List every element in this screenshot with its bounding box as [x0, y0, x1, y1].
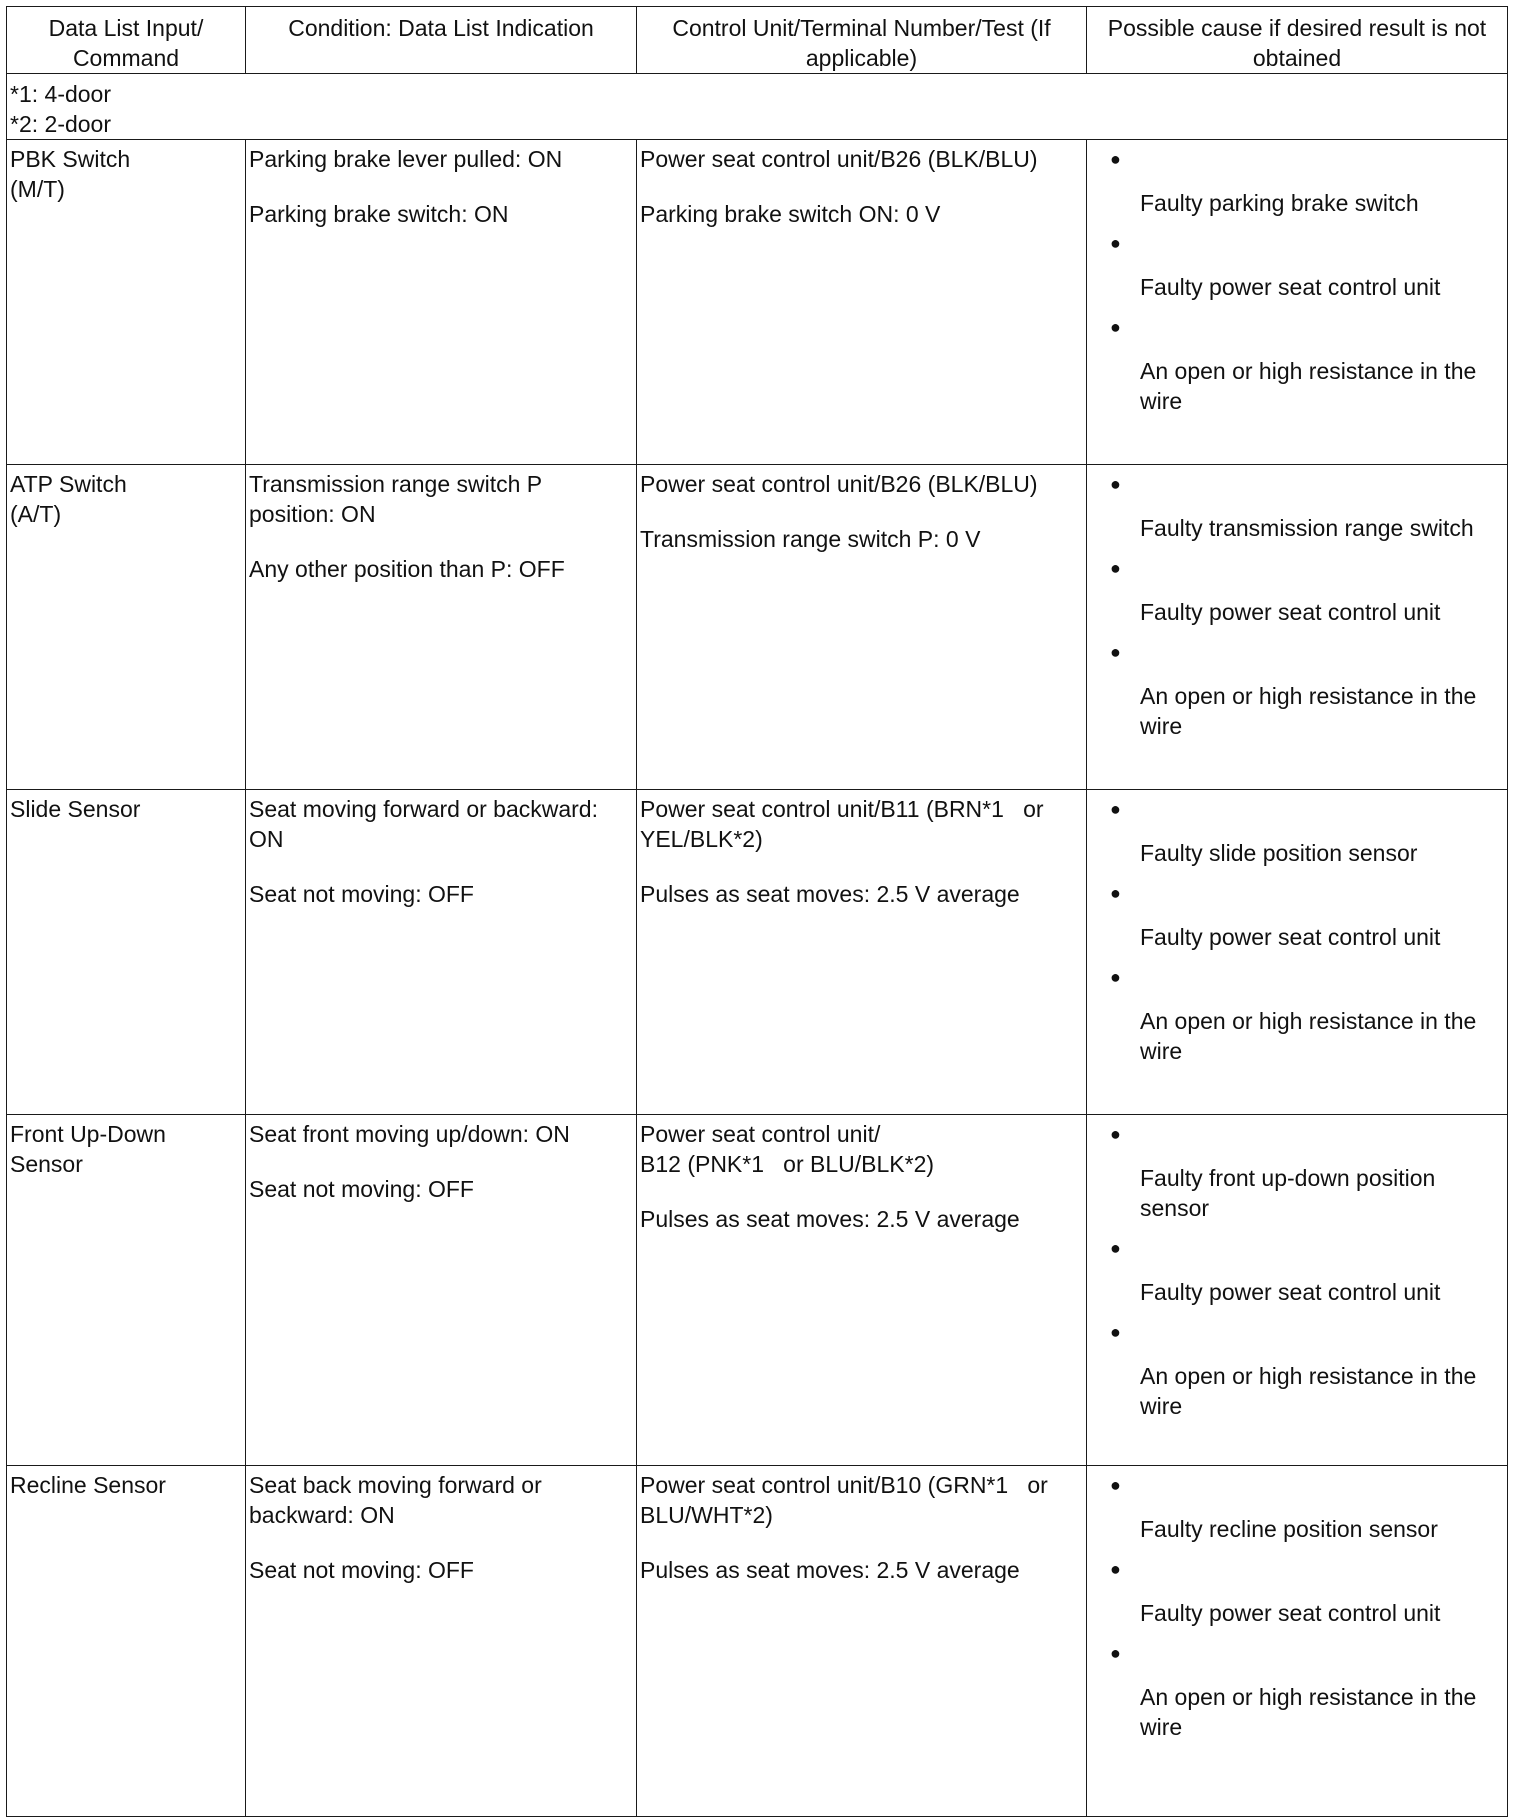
cause-item: [1090, 1470, 1504, 1544]
control-unit-test-cell: [637, 790, 1087, 1115]
header-input-command: Data List Input/ Command: [7, 7, 246, 74]
test-text: Transmission range switch P: 0 V: [640, 526, 981, 552]
table-row: [7, 790, 1508, 1115]
bullet-icon: ●: [1110, 149, 1121, 169]
bullet-icon: ●: [1110, 558, 1121, 578]
cause-item: [1090, 637, 1504, 741]
input-command-cell: [7, 465, 246, 790]
condition-cell: [246, 1115, 637, 1466]
cause-item: [1090, 1317, 1504, 1421]
footnotes: [7, 74, 1508, 140]
bullet-icon: ●: [1110, 1238, 1121, 1258]
table-row: [7, 140, 1508, 465]
control-unit-test-cell: [637, 140, 1087, 465]
condition-text: Seat back moving forward or backward: ON: [249, 1472, 549, 1528]
bullet-icon: ●: [1110, 967, 1121, 987]
input-command-cell: [7, 140, 246, 465]
cause-text: Faulty power seat control unit: [1140, 924, 1441, 950]
test-text: Power seat control unit/B26 (BLK/BLU): [640, 146, 1038, 172]
test-text: Pulses as seat moves: 2.5 V average: [640, 1557, 1020, 1583]
cause-item: [1090, 228, 1504, 302]
input-command-cell: [7, 790, 246, 1115]
possible-cause-cell: [1087, 1466, 1508, 1817]
condition-text: Any other position than P: OFF: [249, 556, 565, 582]
test-text: Power seat control unit/B10 (GRN*1 or BLU/WHT*2): [640, 1472, 1055, 1528]
cause-item: [1090, 962, 1504, 1066]
bullet-icon: ●: [1110, 883, 1121, 903]
control-unit-test-cell: [637, 1115, 1087, 1466]
test-text: Power seat control unit/B26 (BLK/BLU): [640, 471, 1038, 497]
bullet-icon: ●: [1110, 1322, 1121, 1342]
condition-text: Parking brake switch: ON: [249, 201, 509, 227]
cause-text: Faulty transmission range switch: [1140, 515, 1474, 541]
cause-item: [1090, 1554, 1504, 1628]
header-condition: Condition: Data List Indication: [246, 7, 637, 74]
cause-text: Faulty recline position sensor: [1140, 1516, 1438, 1542]
possible-cause-cell: [1087, 1115, 1508, 1466]
bullet-icon: ●: [1110, 1643, 1121, 1663]
condition-text: Parking brake lever pulled: ON: [249, 146, 563, 172]
diagnostic-data-table: [6, 6, 1508, 1817]
input-command-label: ATP Switch (A/T): [10, 471, 127, 527]
condition-text: Seat front moving up/down: ON: [249, 1121, 570, 1147]
bullet-icon: ●: [1110, 799, 1121, 819]
condition-text: Seat moving forward or backward: ON: [249, 796, 605, 852]
cause-item: [1090, 1638, 1504, 1742]
bullet-icon: ●: [1110, 474, 1121, 494]
cause-item: [1090, 553, 1504, 627]
bullet-icon: ●: [1110, 317, 1121, 337]
possible-cause-cell: [1087, 140, 1508, 465]
cause-item: [1090, 1119, 1504, 1223]
cause-item: [1090, 1233, 1504, 1307]
cause-text: An open or high resistance in the wire: [1140, 683, 1477, 739]
possible-cause-cell: [1087, 790, 1508, 1115]
cause-item: [1090, 878, 1504, 952]
input-command-label: Front Up-Down Sensor: [10, 1121, 173, 1177]
table-row: [7, 1466, 1508, 1817]
condition-cell: [246, 465, 637, 790]
bullet-icon: ●: [1110, 1559, 1121, 1579]
cause-text: Faulty power seat control unit: [1140, 1279, 1441, 1305]
condition-cell: [246, 140, 637, 465]
cause-text: Faulty front up-down position sensor: [1140, 1165, 1436, 1221]
input-command-label: PBK Switch (M/T): [10, 146, 131, 202]
bullet-icon: ●: [1110, 233, 1121, 253]
header-possible-cause: Possible cause if desired result is not obtained: [1087, 7, 1508, 74]
bullet-icon: ●: [1110, 642, 1121, 662]
test-text: Power seat control unit/ B12 (PNK*1 or BLU/BLK*2): [640, 1121, 935, 1177]
cause-item: [1090, 469, 1504, 543]
footnote-row: [7, 74, 1508, 140]
input-command-cell: [7, 1115, 246, 1466]
footnote-2-door: *2: 2-door: [10, 111, 112, 137]
bullet-icon: ●: [1110, 1475, 1121, 1495]
test-text: Pulses as seat moves: 2.5 V average: [640, 881, 1020, 907]
cause-item: [1090, 312, 1504, 416]
test-text: Power seat control unit/B11 (BRN*1 or YEL/BLK*2): [640, 796, 1050, 852]
cause-item: [1090, 794, 1504, 868]
cause-text: An open or high resistance in the wire: [1140, 1684, 1477, 1740]
cause-text: Faulty power seat control unit: [1140, 274, 1441, 300]
test-text: Parking brake switch ON: 0 V: [640, 201, 941, 227]
cause-text: Faulty power seat control unit: [1140, 1600, 1441, 1626]
cause-text: An open or high resistance in the wire: [1140, 358, 1477, 414]
header-control-unit-test: Control Unit/Terminal Number/Test (If applicable): [637, 7, 1087, 74]
condition-text: Seat not moving: OFF: [249, 1176, 474, 1202]
condition-text: Seat not moving: OFF: [249, 881, 474, 907]
possible-cause-cell: [1087, 465, 1508, 790]
input-command-label: Slide Sensor: [10, 796, 141, 822]
cause-item: [1090, 144, 1504, 218]
cause-text: Faulty slide position sensor: [1140, 840, 1418, 866]
footnote-4-door: *1: 4-door: [10, 81, 112, 107]
condition-cell: [246, 790, 637, 1115]
condition-cell: [246, 1466, 637, 1817]
header-row: [7, 7, 1508, 74]
condition-text: Transmission range switch P position: ON: [249, 471, 549, 527]
control-unit-test-cell: [637, 465, 1087, 790]
input-command-label: Recline Sensor: [10, 1472, 166, 1498]
input-command-cell: [7, 1466, 246, 1817]
cause-text: An open or high resistance in the wire: [1140, 1008, 1477, 1064]
control-unit-test-cell: [637, 1466, 1087, 1817]
cause-text: Faulty power seat control unit: [1140, 599, 1441, 625]
table-row: [7, 1115, 1508, 1466]
bullet-icon: ●: [1110, 1124, 1121, 1144]
table-row: [7, 465, 1508, 790]
test-text: Pulses as seat moves: 2.5 V average: [640, 1206, 1020, 1232]
condition-text: Seat not moving: OFF: [249, 1557, 474, 1583]
cause-text: An open or high resistance in the wire: [1140, 1363, 1477, 1419]
cause-text: Faulty parking brake switch: [1140, 190, 1419, 216]
